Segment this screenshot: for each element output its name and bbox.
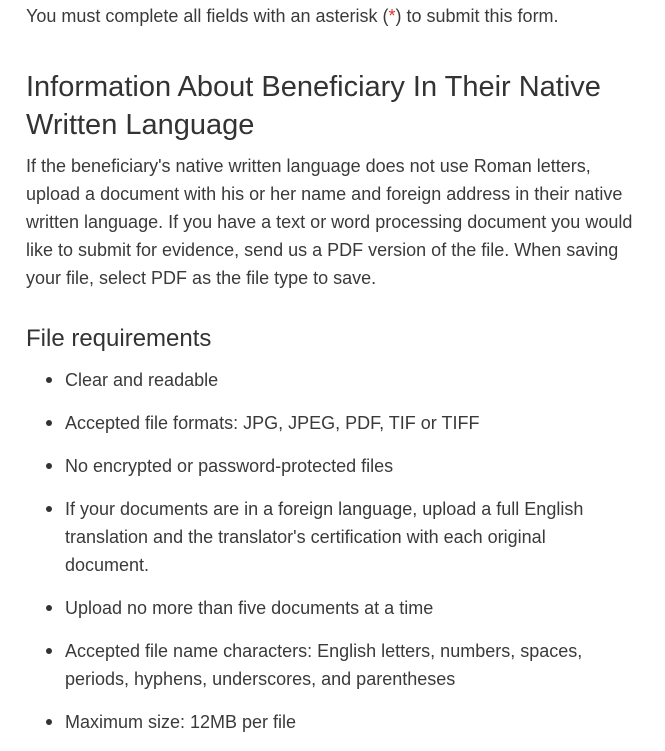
section-description: If the beneficiary's native written language does not use Roman letters, upload a document with his or her name and foreign address in their native written language. If you have a text or word processing document you would like to submit for evidence, send us a PDF version of the file. When saving your file, select PDF as the file type to save.	[26, 156, 633, 288]
bullet-icon	[46, 377, 52, 383]
required-asterisk: *	[388, 6, 396, 26]
list-item	[26, 409, 626, 437]
list-item	[26, 452, 626, 480]
requirement-text: Accepted file formats: JPG, JPEG, PDF, TIF or TIFF	[65, 413, 480, 433]
file-requirements-title: File requirements	[26, 325, 212, 352]
bullet-icon	[46, 463, 52, 469]
bullet-icon	[46, 648, 52, 654]
list-item	[26, 594, 626, 622]
requirement-text: Clear and readable	[65, 370, 219, 390]
requirement-text: No encrypted or password-protected files	[65, 456, 394, 476]
list-item	[26, 708, 626, 736]
list-item	[26, 495, 626, 579]
requirement-text: If your documents are in a foreign language, upload a full English translation and the translator's certification with each original document.	[65, 499, 584, 575]
bullet-icon	[46, 605, 52, 611]
bullet-icon	[46, 506, 52, 512]
required-note-suffix: ) to submit this form.	[395, 6, 559, 26]
list-item	[26, 366, 626, 394]
section-title: Information About Beneficiary In Their Native Written Language	[26, 71, 601, 141]
list-item	[26, 637, 626, 693]
required-note-prefix: You must complete all fields with an asterisk (	[26, 6, 389, 26]
bullet-icon	[46, 420, 52, 426]
file-requirements-list	[26, 366, 626, 751]
requirement-text: Upload no more than five documents at a time	[65, 598, 434, 618]
required-fields-note	[26, 4, 559, 28]
requirement-text: Accepted file name characters: English letters, numbers, spaces, periods, hyphens, underscores, and parentheses	[65, 641, 583, 689]
bullet-icon	[46, 719, 52, 725]
requirement-text: Maximum size: 12MB per file	[65, 712, 297, 732]
